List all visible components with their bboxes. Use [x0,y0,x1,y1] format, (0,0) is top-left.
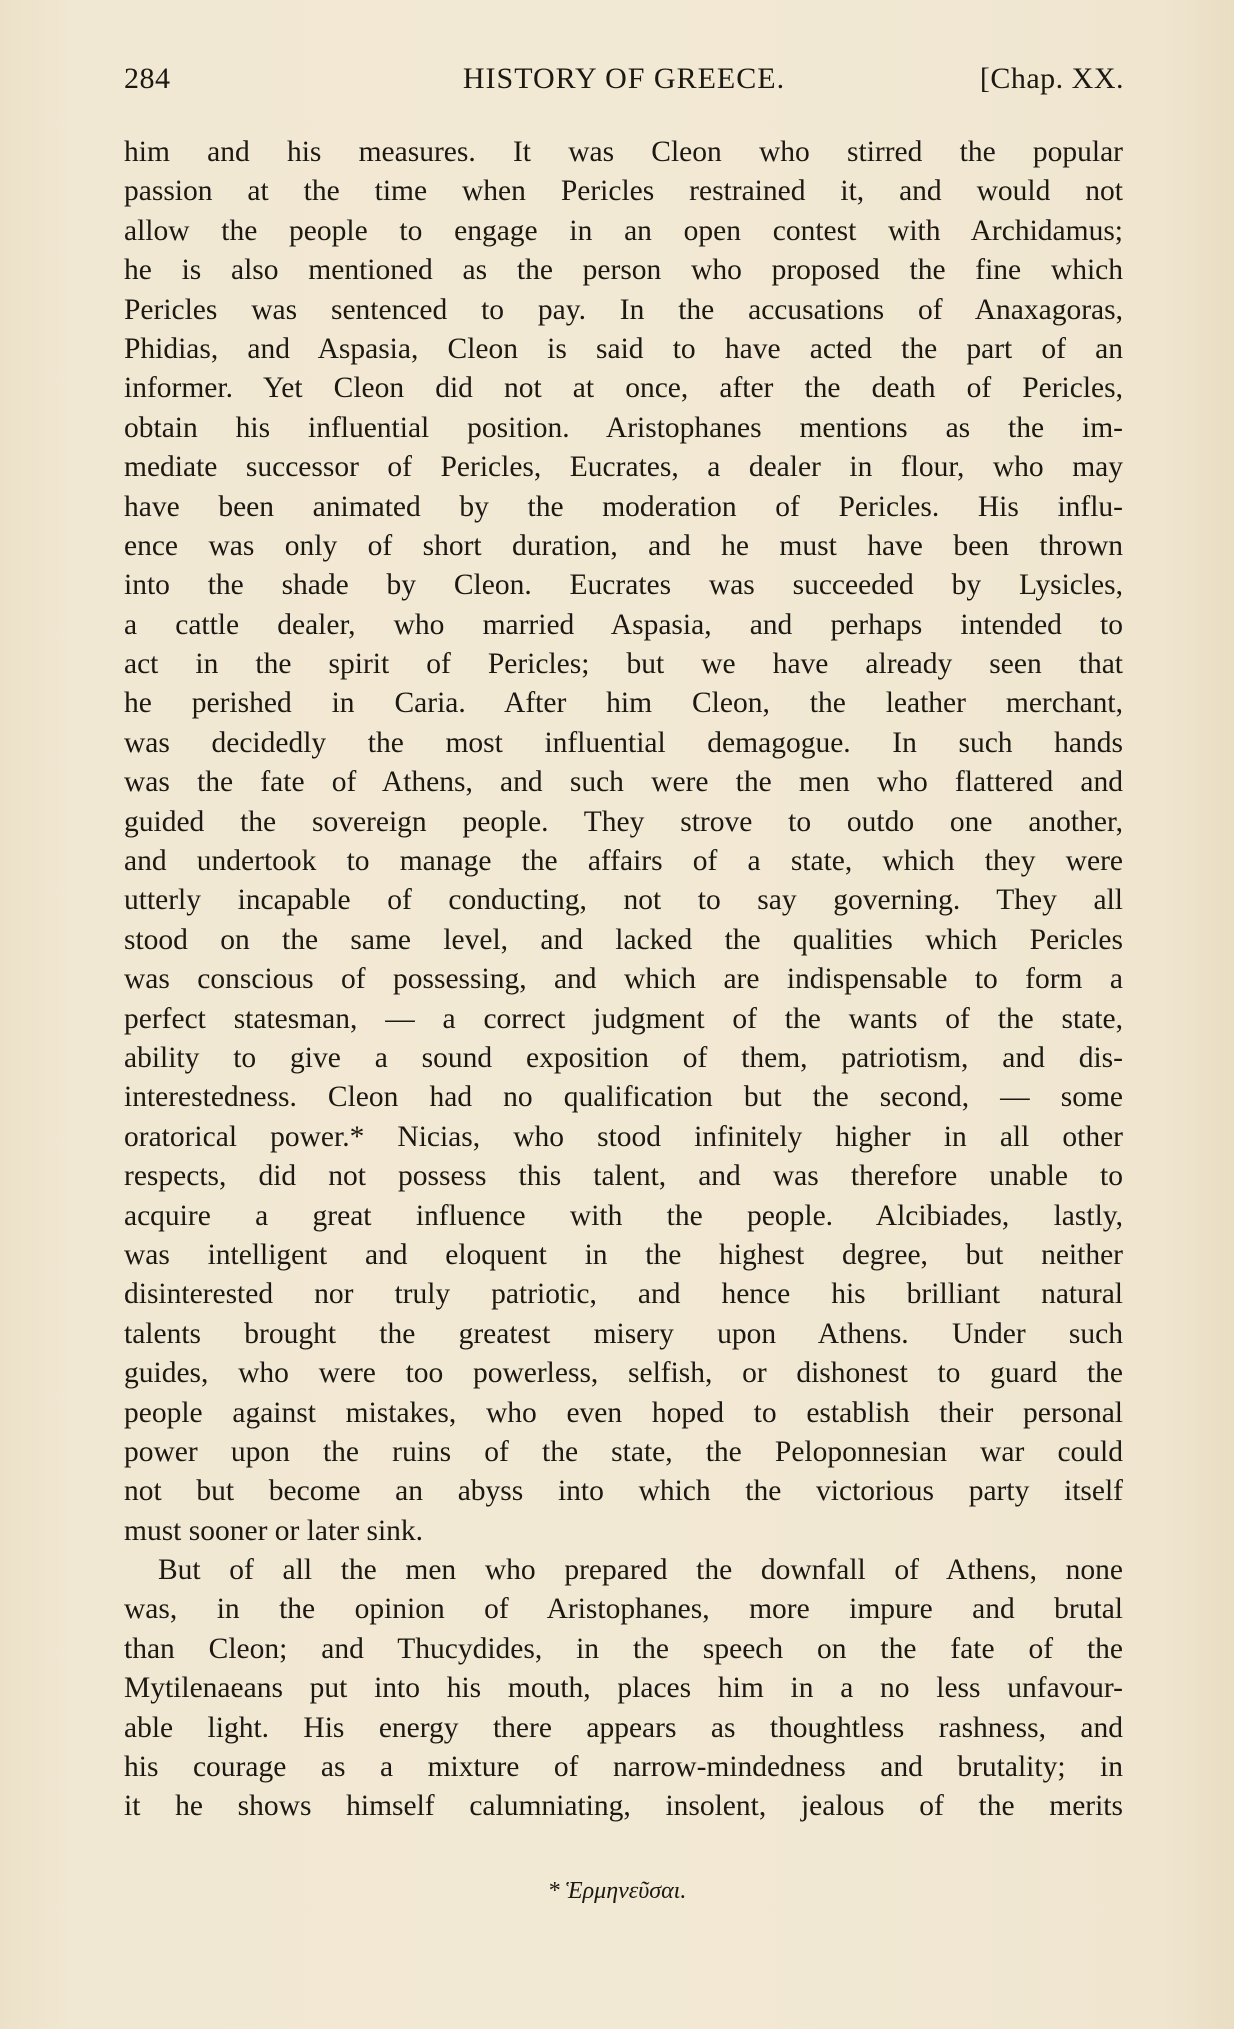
text-line: people against mistakes, who even hoped to establish their personal [124,1396,1123,1429]
text-line: it he shows himself calumniating, insolent, jealous of the merits [124,1790,1123,1823]
text-line: he is also mentioned as the person who proposed the fine which [124,254,1123,287]
paragraph-1 [124,133,1123,1551]
text-line: acquire a great influence with the people. Alcibiades, lastly, [124,1199,1123,1232]
text-line: mediate successor of Pericles, Eucrates, a dealer in flour, who may [124,451,1123,484]
text-line: respects, did not possess this talent, and was therefore unable to [124,1160,1123,1193]
text-line: utterly incapable of conducting, not to say governing. They all [124,884,1123,917]
footnote: * Ἑρμηνεῦσαι. [547,1878,687,1904]
text-line: was, in the opinion of Aristophanes, more impure and brutal [124,1593,1123,1626]
text-line: informer. Yet Cleon did not at once, after the death of Pericles, [124,372,1123,405]
text-line: his courage as a mixture of narrow-mindedness and brutality; in [124,1751,1123,1784]
page-header [124,62,1124,102]
text-line: ability to give a sound exposition of them, patriotism, and dis- [124,1041,1123,1074]
text-line: and undertook to manage the affairs of a state, which they were [124,845,1123,878]
text-line: into the shade by Cleon. Eucrates was succeeded by Lysicles, [124,569,1123,602]
text-line: allow the people to engage in an open contest with Archidamus; [124,214,1123,247]
page-number: 284 [124,62,171,95]
text-line: power upon the ruins of the state, the Peloponnesian war could [124,1435,1123,1468]
text-line: Phidias, and Aspasia, Cleon is said to have acted the part of an [124,332,1123,365]
text-line: passion at the time when Pericles restrained it, and would not [124,175,1123,208]
text-line: a cattle dealer, who married Aspasia, and perhaps intended to [124,608,1123,641]
text-line: oratorical power.* Nicias, who stood infinitely higher in all other [124,1120,1123,1153]
paragraph-2 [124,1551,1123,1827]
text-line: disinterested nor truly patriotic, and hence his brilliant natural [124,1278,1123,1311]
text-line: than Cleon; and Thucydides, in the speech on the fate of the [124,1632,1123,1665]
text-line: was the fate of Athens, and such were the men who flattered and [124,766,1123,799]
text-line: ence was only of short duration, and he must have been thrown [124,529,1123,562]
text-line: able light. His energy there appears as thoughtless rashness, and [124,1711,1123,1744]
text-line: interestedness. Cleon had no qualification but the second, — some [124,1081,1123,1114]
text-line: him and his measures. It was Cleon who stirred the popular [124,136,1123,168]
text-line: Pericles was sentenced to pay. In the accusations of Anaxagoras, [124,293,1123,326]
text-line: Mytilenaeans put into his mouth, places him in a no less unfavour- [124,1672,1123,1705]
chapter-reference: [Chap. XX. [979,62,1124,95]
running-title: HISTORY OF GREECE. [462,62,786,95]
text-line: But of all the men who prepared the downfall of Athens, none [158,1554,1123,1587]
text-line: perfect statesman, — a correct judgment of the wants of the state, [124,1002,1123,1035]
text-line: was decidedly the most influential demagogue. In such hands [124,726,1123,759]
text-line: was conscious of possessing, and which are indispensable to form a [124,963,1123,996]
text-line: have been animated by the moderation of Pericles. His influ- [124,490,1123,523]
text-line: obtain his influential position. Aristophanes mentions as the im- [124,411,1123,444]
text-line: talents brought the greatest misery upon Athens. Under such [124,1317,1123,1350]
body-text [124,133,1123,1827]
text-line: not but become an abyss into which the victorious party itself [124,1475,1123,1508]
text-line: was intelligent and eloquent in the highest degree, but neither [124,1238,1123,1271]
text-line: stood on the same level, and lacked the qualities which Pericles [124,923,1123,956]
text-line: he perished in Caria. After him Cleon, the leather merchant, [124,687,1123,720]
text-line: guides, who were too powerless, selfish, or dishonest to guard the [124,1357,1123,1390]
text-line: must sooner or later sink. [124,1514,424,1547]
text-line: guided the sovereign people. They strove to outdo one another, [124,805,1123,838]
text-line: act in the spirit of Pericles; but we have already seen that [124,648,1123,681]
